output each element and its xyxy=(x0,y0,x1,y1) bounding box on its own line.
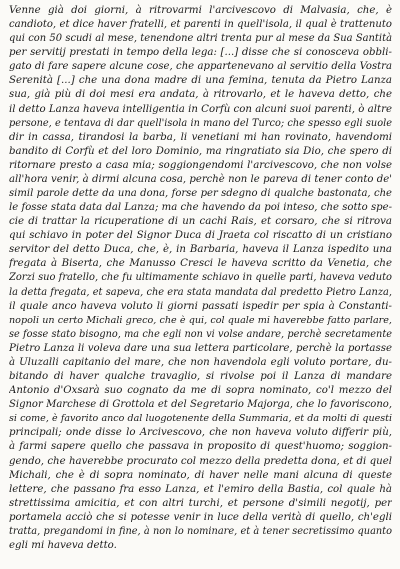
text-line: strettissima amicitia, et con altri turchi, et persone d'simili negotij, per xyxy=(9,497,392,509)
text-line: bandito di Corfù et del loro Dominio, ma ringratiato sia Dio, che spero di xyxy=(9,145,392,157)
text-line: gendo, che haverebbe procurato col mezzo della predetta dona, et di quel xyxy=(9,455,392,467)
text-line: persone, e tentava di dar quell'isola in mano del Turco; che spesso egli suole xyxy=(9,117,392,129)
text-line: à farmi sapere quello che passava in proposito di quest'huomo; soggion- xyxy=(9,441,392,453)
text-line: il detto Lanza haveva intelligentia in Corfù con alcuni suoi parenti, ò altre xyxy=(9,103,392,115)
text-line: lettere, che passano fra esso Lanza, et l'emiro della Bastia, col quale hà xyxy=(9,483,392,495)
text-line: sua, già più di doi mesi era andata, à ritrovarlo, et le haveva detto, che xyxy=(9,89,392,101)
text-line: nopoli un certo Michali greco, che è qui, col quale mi haverebbe fatto parlare, xyxy=(9,314,392,326)
text-line: ritornare presto a casa mia; soggiongendomi l'arcivescovo, che non volse xyxy=(9,159,392,171)
body-text xyxy=(9,4,392,553)
text-line: principali; onde disse lo Arcivescovo, che non haveva voluto differir più, xyxy=(9,427,392,439)
text-line: fregata à Biserta, che Manusso Cresci le haveva scritto da Venetia, che xyxy=(9,258,392,270)
text-line: bitando di haver qualche travaglio, si rivolse poi il Lanza di mandare xyxy=(9,371,392,383)
text-line: tratta, pregandomi in fine, à non lo nominare, et à tener secretissimo quanto xyxy=(9,525,392,537)
text-line: si come, è favorito anco dal luogotenente della Summaria, et da molti di questi xyxy=(9,413,392,425)
text-line: Antonio d'Oxsarà suo cognato da me di sopra nominato, co'l mezzo del xyxy=(9,385,392,397)
text-line: dir in cassa, tirandosi la barba, li venetiani mi han rovinato, havendomi xyxy=(9,131,392,143)
text-line: Michali, che è di sopra nominato, di haver nelle mani alcuna di queste xyxy=(9,469,392,481)
text-line: se fosse stato bisogno, ma che egli non vi volse andare, perchè secretamente xyxy=(9,328,392,340)
text-line: Venne già doi giorni, à ritrovarmi l'arcivescovo di Malvasia, che, è xyxy=(9,5,392,16)
text-line: egli mi haveva detto. xyxy=(9,539,117,551)
text-line: per servitij prestati in tempo della lega: [...] disse che si conosceva obbli- xyxy=(9,47,392,59)
text-line: cie di trattar la ricuperatione di un cachi Rais, et corsaro, che si ritrova xyxy=(9,216,392,228)
text-line: all'hora venir, à dirmi alcuna cosa, perchè non le pareva di tener conto de' xyxy=(9,173,392,185)
text-line: servitor del detto Duca, che, è, in Barbaria, haveva il Lanza ispedito una xyxy=(9,244,392,256)
text-line: à Uluzalli capitanio del mare, che non havendola egli voluto portare, du- xyxy=(9,356,392,368)
text-line: portamela acciò che si potesse venir in luce della verità di quello, ch'egli xyxy=(9,511,392,523)
text-line: Serenità [...] che una dona madre di una femina, tenuta da Pietro Lanza xyxy=(9,75,392,87)
text-line: Zorzi suo fratello, che fu ultimamente schiavo in quelle parti, haveva veduto xyxy=(9,272,392,284)
text-line: qui schiavo in poter del Signor Duca di Jraeta col riscatto di un cristiano xyxy=(9,230,392,242)
text-line: la detta fregata, et sapeva, che era stata mandata dal predetto Pietro Lanza, xyxy=(9,286,392,298)
text-line: il quale anco haveva voluto li giorni passati ispedir per spia à Constanti- xyxy=(9,300,392,312)
text-line: candioto, et dice haver fratelli, et parenti in quell'isola, il qual è trattenuto xyxy=(9,19,392,31)
text-line: gato di fare sapere alcune cose, che appartenevano al servitio della Vostra xyxy=(9,61,392,73)
text-line: Signor Marchese di Grottola et del Segretario Majorga, che lo favoriscono, xyxy=(9,399,392,411)
text-line: Pietro Lanza li voleva dare una sua lettera particolare, perchè la portasse xyxy=(9,342,392,354)
text-line: simil parole dette da una dona, forse per sdegno di qualche bastonata, che xyxy=(9,188,392,200)
text-line: le fosse stata data dal Lanza; ma che havendo da poi inteso, che sotto spe- xyxy=(9,202,392,214)
text-line: qui con 50 scudi al mese, tenendone altri trenta pur al mese da Sua Santità xyxy=(9,33,392,45)
